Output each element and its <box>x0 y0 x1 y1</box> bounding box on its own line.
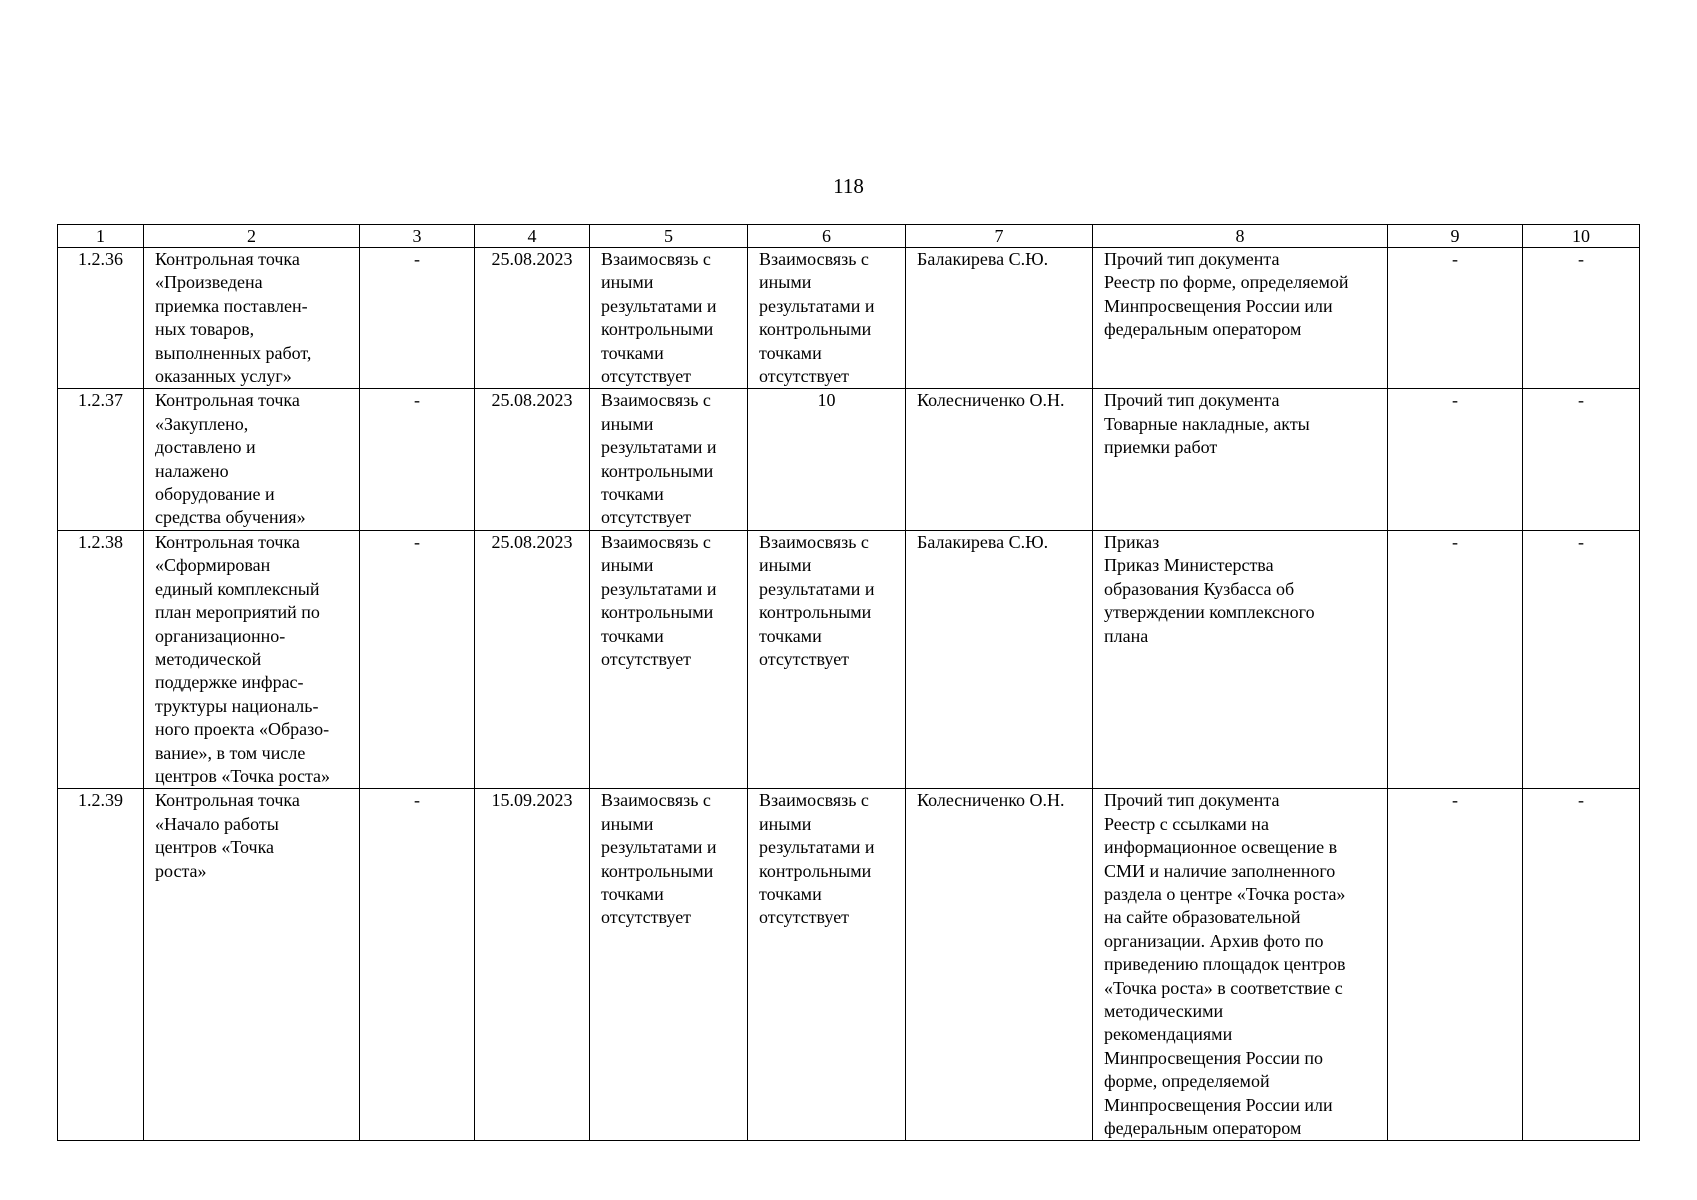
col9-value: - <box>1388 530 1523 788</box>
text-line: отсутствует <box>601 907 692 928</box>
table-row <box>58 789 1640 1141</box>
document-description <box>1093 248 1388 389</box>
text-line: выполненных работ, <box>155 342 312 363</box>
page-number: 118 <box>833 174 864 198</box>
text-line: контрольными <box>601 460 714 481</box>
text-line: Взаимосвязь с <box>601 249 711 269</box>
item-number: 1.2.37 <box>58 389 144 530</box>
text-line: Контрольная точка <box>155 390 300 411</box>
text-line: «Начало работы <box>155 813 279 834</box>
text-line: Прочий тип документа <box>1104 249 1280 269</box>
text-line: иными <box>759 272 812 293</box>
text-line: Взаимосвязь с <box>759 790 869 811</box>
text-line: Реестр с ссылками на <box>1104 813 1269 834</box>
text-line: точками <box>601 625 664 646</box>
column-header: 2 <box>144 225 360 248</box>
item-name <box>144 389 360 530</box>
text-line: образования Кузбасса об <box>1104 578 1295 599</box>
item-number: 1.2.38 <box>58 530 144 788</box>
responsible-person: Балакирева С.Ю. <box>906 530 1093 788</box>
text-line: ного проекта «Образо- <box>155 719 330 740</box>
column-header: 5 <box>590 225 748 248</box>
text-line: труктуры националь- <box>155 695 319 716</box>
text-line: результатами и <box>759 578 875 599</box>
text-line: отсутствует <box>601 366 692 387</box>
text-line: «Сформирован <box>155 555 271 576</box>
text-line: центров «Точка <box>155 837 275 858</box>
responsible-person: Колесниченко О.Н. <box>906 389 1093 530</box>
text-line: доставлено и <box>155 437 256 458</box>
text-line: средства обучения» <box>155 507 306 528</box>
document-description <box>1093 789 1388 1141</box>
text-line: роста» <box>155 860 207 881</box>
text-line: Взаимосвязь с <box>759 531 869 552</box>
text-line: организации. Архив фото по <box>1104 930 1324 951</box>
text-line: методическими <box>1104 1001 1224 1021</box>
text-line: поддержке инфрас- <box>155 672 304 693</box>
text-line: «Точка роста» в соответствие с <box>1104 977 1343 998</box>
col9-value: - <box>1388 789 1523 1141</box>
text-line: иными <box>601 272 654 293</box>
text-line: Приказ Министерства <box>1104 555 1274 576</box>
text-line: точками <box>759 625 822 646</box>
date-value: 25.08.2023 <box>475 389 590 530</box>
relation-col5 <box>590 530 748 788</box>
text-line: план мероприятий по <box>155 602 320 623</box>
text-line: контрольными <box>759 860 872 881</box>
col3-value: - <box>360 248 475 389</box>
text-line: точками <box>759 342 822 363</box>
text-line: оборудование и <box>155 484 275 505</box>
text-line: отсутствует <box>601 507 692 528</box>
text-line: Реестр по форме, определяемой <box>1104 272 1349 293</box>
text-line: иными <box>759 813 812 834</box>
col3-value: - <box>360 530 475 788</box>
text-line: контрольными <box>601 602 714 623</box>
item-name <box>144 789 360 1141</box>
text-line: информационное освещение в <box>1104 837 1338 858</box>
text-line: приемка поставлен- <box>155 295 308 316</box>
text-line: утверждении комплексного <box>1104 602 1315 623</box>
relation-col6 <box>748 530 906 788</box>
text-line: Взаимосвязь с <box>759 249 869 269</box>
text-line: иными <box>601 813 654 834</box>
date-value: 25.08.2023 <box>475 248 590 389</box>
text-line: контрольными <box>601 319 714 340</box>
text-line: точками <box>601 342 664 363</box>
text-line: оказанных услуг» <box>155 366 292 387</box>
text-line: результатами и <box>601 837 717 858</box>
col10-value: - <box>1523 248 1640 389</box>
text-line: Товарные накладные, акты <box>1104 413 1310 434</box>
text-line: точками <box>601 484 664 505</box>
text-line: СМИ и наличие заполненного <box>1104 860 1336 881</box>
text-line: результатами и <box>601 437 717 458</box>
text-line: результатами и <box>601 295 717 316</box>
text-line: Прочий тип документа <box>1104 390 1280 411</box>
col9-value: - <box>1388 248 1523 389</box>
relation-col5 <box>590 789 748 1141</box>
text-line: организационно- <box>155 625 286 646</box>
responsible-person: Колесниченко О.Н. <box>906 789 1093 1141</box>
col3-value: - <box>360 789 475 1141</box>
table-row <box>58 389 1640 530</box>
text-line: отсутствует <box>601 648 692 669</box>
text-line: контрольными <box>759 602 872 623</box>
text-line: плана <box>1104 625 1149 646</box>
column-header: 3 <box>360 225 475 248</box>
text-line: Контрольная точка <box>155 790 300 811</box>
text-line: Взаимосвязь с <box>601 531 711 552</box>
text-line: форме, определяемой <box>1104 1071 1270 1092</box>
document-description <box>1093 389 1388 530</box>
column-header: 7 <box>906 225 1093 248</box>
text-line: приемки работ <box>1104 437 1218 458</box>
text-line: точками <box>601 883 664 904</box>
text-line: методической <box>155 648 262 669</box>
table-row <box>58 248 1640 389</box>
column-header: 6 <box>748 225 906 248</box>
text-line: Минпросвещения России или <box>1104 1094 1333 1115</box>
item-number: 1.2.36 <box>58 248 144 389</box>
text-line: отсутствует <box>759 366 850 387</box>
text-line: отсутствует <box>759 648 850 669</box>
document-table <box>57 224 1640 1141</box>
text-line: федеральным оператором <box>1104 319 1302 340</box>
text-line: Контрольная точка <box>155 531 300 552</box>
col10-value: - <box>1523 789 1640 1141</box>
item-name <box>144 530 360 788</box>
text-line: контрольными <box>759 319 872 340</box>
text-line: раздела о центре «Точка роста» <box>1104 883 1346 904</box>
relation-col6 <box>748 248 906 389</box>
table-header-row <box>58 225 1640 248</box>
text-line: результатами и <box>759 837 875 858</box>
text-line: контрольными <box>601 860 714 881</box>
text-line: налажено <box>155 460 229 481</box>
text-line: Взаимосвязь с <box>601 790 711 811</box>
text-line: Контрольная точка <box>155 249 300 269</box>
text-line: единый комплексный <box>155 578 320 599</box>
text-line: иными <box>601 555 654 576</box>
relation-col6-value: 10 <box>748 389 906 530</box>
column-header: 1 <box>58 225 144 248</box>
text-line: Приказ <box>1104 531 1160 552</box>
text-line: точками <box>759 883 822 904</box>
text-line: «Произведена <box>155 272 263 293</box>
text-line: федеральным оператором <box>1104 1118 1302 1139</box>
column-header: 4 <box>475 225 590 248</box>
date-value: 25.08.2023 <box>475 530 590 788</box>
document-description <box>1093 530 1388 788</box>
item-name <box>144 248 360 389</box>
text-line: Взаимосвязь с <box>601 390 711 411</box>
relation-col5 <box>590 389 748 530</box>
col3-value: - <box>360 389 475 530</box>
text-line: Прочий тип документа <box>1104 790 1280 811</box>
text-line: Минпросвещения России по <box>1104 1047 1324 1068</box>
text-line: результатами и <box>601 578 717 599</box>
text-line: приведению площадок центров <box>1104 954 1346 975</box>
text-line: Минпросвещения России или <box>1104 295 1333 316</box>
text-line: центров «Точка роста» <box>155 765 331 786</box>
column-header: 9 <box>1388 225 1523 248</box>
text-line: рекомендациями <box>1104 1024 1233 1045</box>
col10-value: - <box>1523 530 1640 788</box>
text-line: иными <box>759 555 812 576</box>
text-line: вание», в том числе <box>155 742 306 763</box>
col10-value: - <box>1523 389 1640 530</box>
text-line: иными <box>601 413 654 434</box>
item-number: 1.2.39 <box>58 789 144 1141</box>
text-line: результатами и <box>759 295 875 316</box>
relation-col5 <box>590 248 748 389</box>
table-row <box>58 530 1640 788</box>
text-line: ных товаров, <box>155 319 255 340</box>
text-line: «Закуплено, <box>155 413 249 434</box>
text-line: на сайте образовательной <box>1104 907 1301 928</box>
relation-col6 <box>748 789 906 1141</box>
column-header: 10 <box>1523 225 1640 248</box>
text-line: отсутствует <box>759 907 850 928</box>
col9-value: - <box>1388 389 1523 530</box>
responsible-person: Балакирева С.Ю. <box>906 248 1093 389</box>
column-header: 8 <box>1093 225 1388 248</box>
date-value: 15.09.2023 <box>475 789 590 1141</box>
